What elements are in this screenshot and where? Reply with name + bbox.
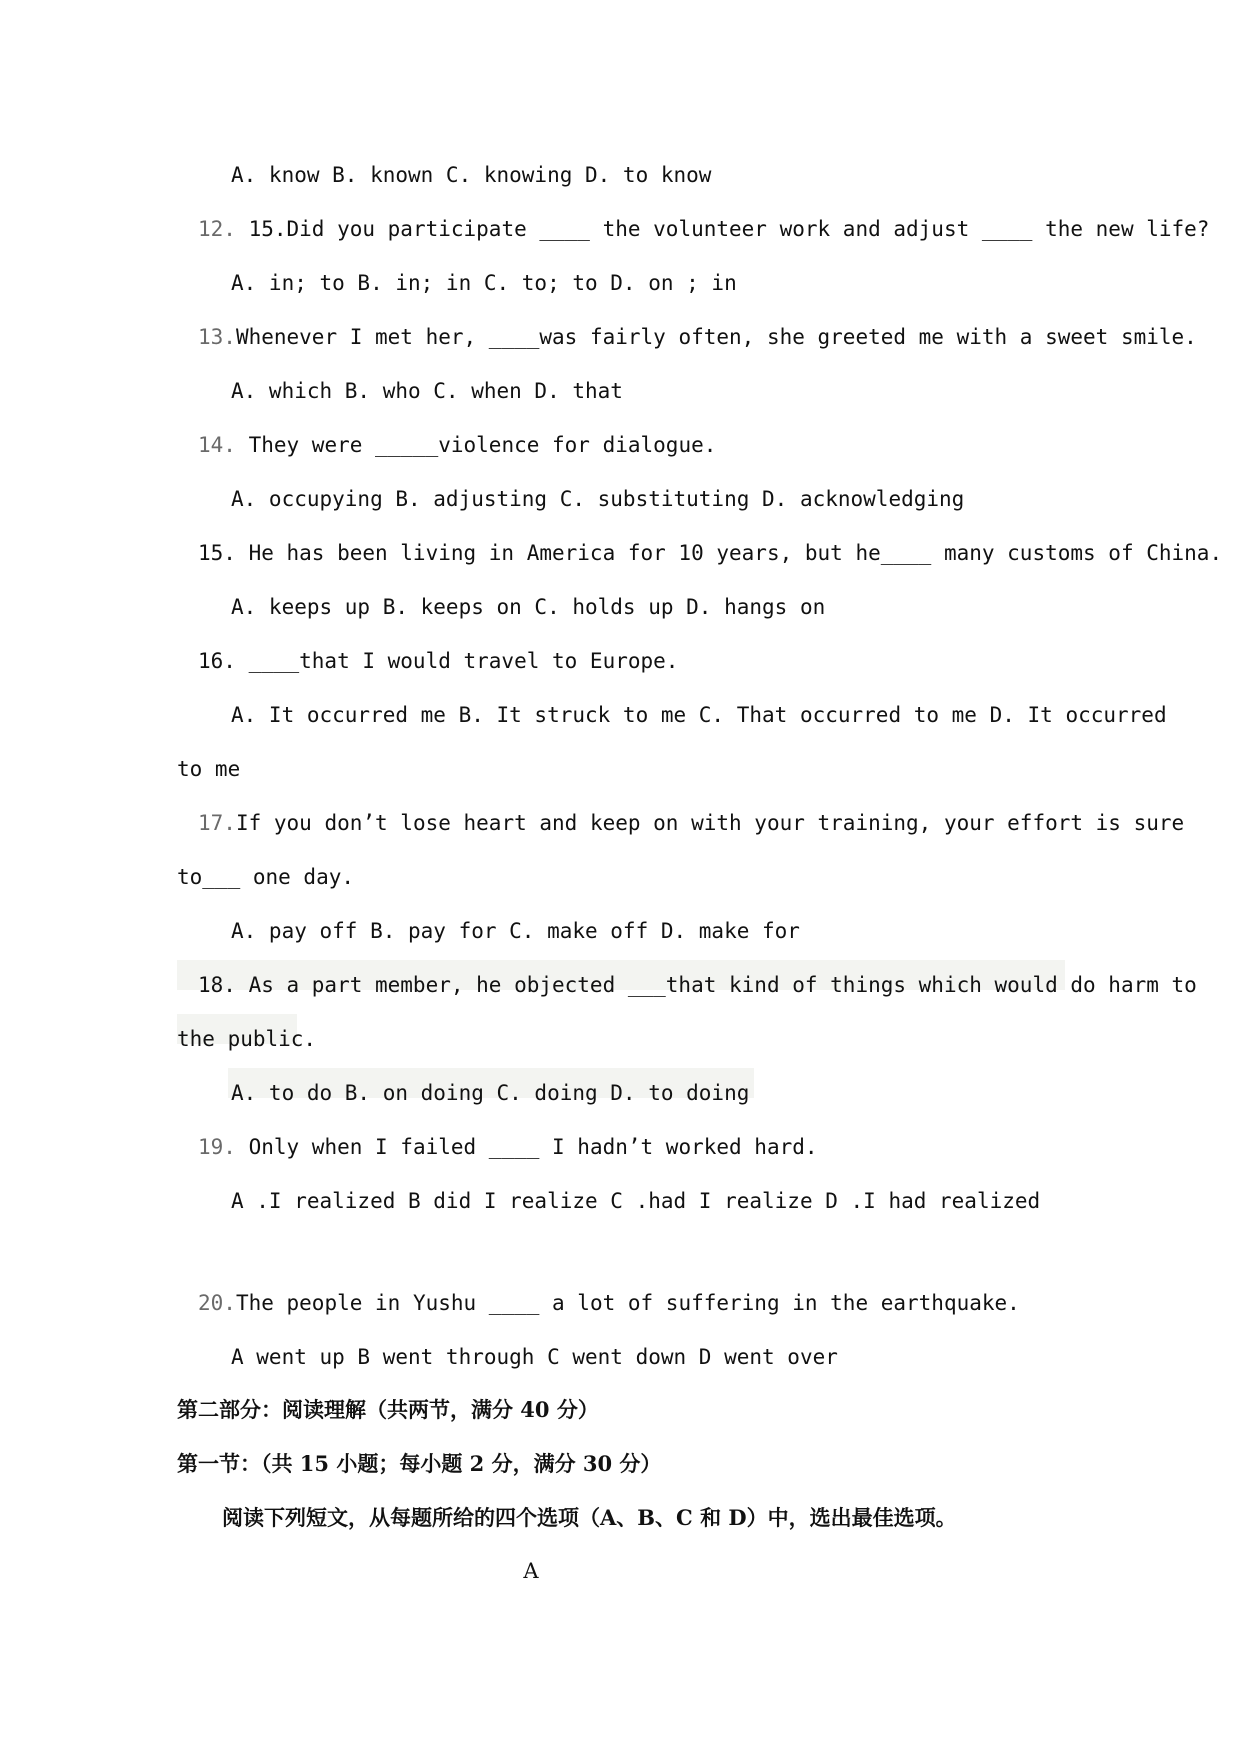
passage-label: A [523, 1559, 539, 1583]
q18-options: A. to do B. on doing C. doing D. to doing [231, 1081, 750, 1105]
reading-instruction: 阅读下列短文，从每题所给的四个选项（A、B、C 和 D）中，选出最佳选项。 [222, 1505, 957, 1530]
q18-continued: the public. [177, 1027, 317, 1051]
question-17 [198, 809, 1184, 837]
q16-options-continued: to me [177, 757, 241, 781]
q20-options: A went up B went through C went down D went over [231, 1345, 838, 1369]
q11-options: A. know B. known C. knowing D. to know [231, 163, 712, 187]
q19-options: A .I realized B did I realize C .had I realize D .I had realized [231, 1189, 1041, 1213]
question-text: If you don’t lose heart and keep on with your training, your effort is sure [235, 811, 1185, 835]
question-14 [198, 431, 716, 459]
q17-options: A. pay off B. pay for C. make off D. make for [231, 919, 800, 943]
question-text: They were _____violence for dialogue. [235, 433, 717, 457]
question-number: 13. [198, 325, 236, 349]
question-12 [198, 215, 1209, 243]
q15-options: A. keeps up B. keeps on C. holds up D. hangs on [231, 595, 826, 619]
question-18: 18. As a part member, he objected ___that kind of things which would do harm to [198, 973, 1197, 997]
question-text: Only when I failed ____ I hadn’t worked hard. [235, 1135, 818, 1159]
question-text: 15.Did you participate ____ the volunteer work and adjust ____ the new life? [235, 217, 1210, 241]
question-16: 16. ____that I would travel to Europe. [198, 649, 679, 673]
question-text: The people in Yushu ____ a lot of suffering in the earthquake. [235, 1291, 1020, 1315]
question-13 [198, 323, 1197, 351]
q17-continued: to___ one day. [177, 865, 355, 889]
section-heading-part-two: 第二部分：阅读理解（共两节，满分 40 分） [177, 1397, 599, 1422]
question-20 [198, 1289, 1020, 1317]
q16-options: A. It occurred me B. It struck to me C. That occurred to me D. It occurred [231, 703, 1167, 727]
q12-options: A. in; to B. in; in C. to; to D. on ; in [231, 271, 737, 295]
question-15: 15. He has been living in America for 10 years, but he____ many customs of China. [198, 541, 1223, 565]
question-19 [198, 1133, 818, 1161]
question-number: 19. [198, 1135, 236, 1159]
q13-options: A. which B. who C. when D. that [231, 379, 623, 403]
section-heading-section-one: 第一节：（共 15 小题；每小题 2 分，满分 30 分） [177, 1451, 662, 1476]
question-number: 14. [198, 433, 236, 457]
question-number: 12. [198, 217, 236, 241]
question-text: Whenever I met her, ____was fairly often, she greeted me with a sweet smile. [235, 325, 1197, 349]
question-number: 20. [198, 1291, 236, 1315]
q14-options: A. occupying B. adjusting C. substituting D. acknowledging [231, 487, 965, 511]
question-number: 17. [198, 811, 236, 835]
